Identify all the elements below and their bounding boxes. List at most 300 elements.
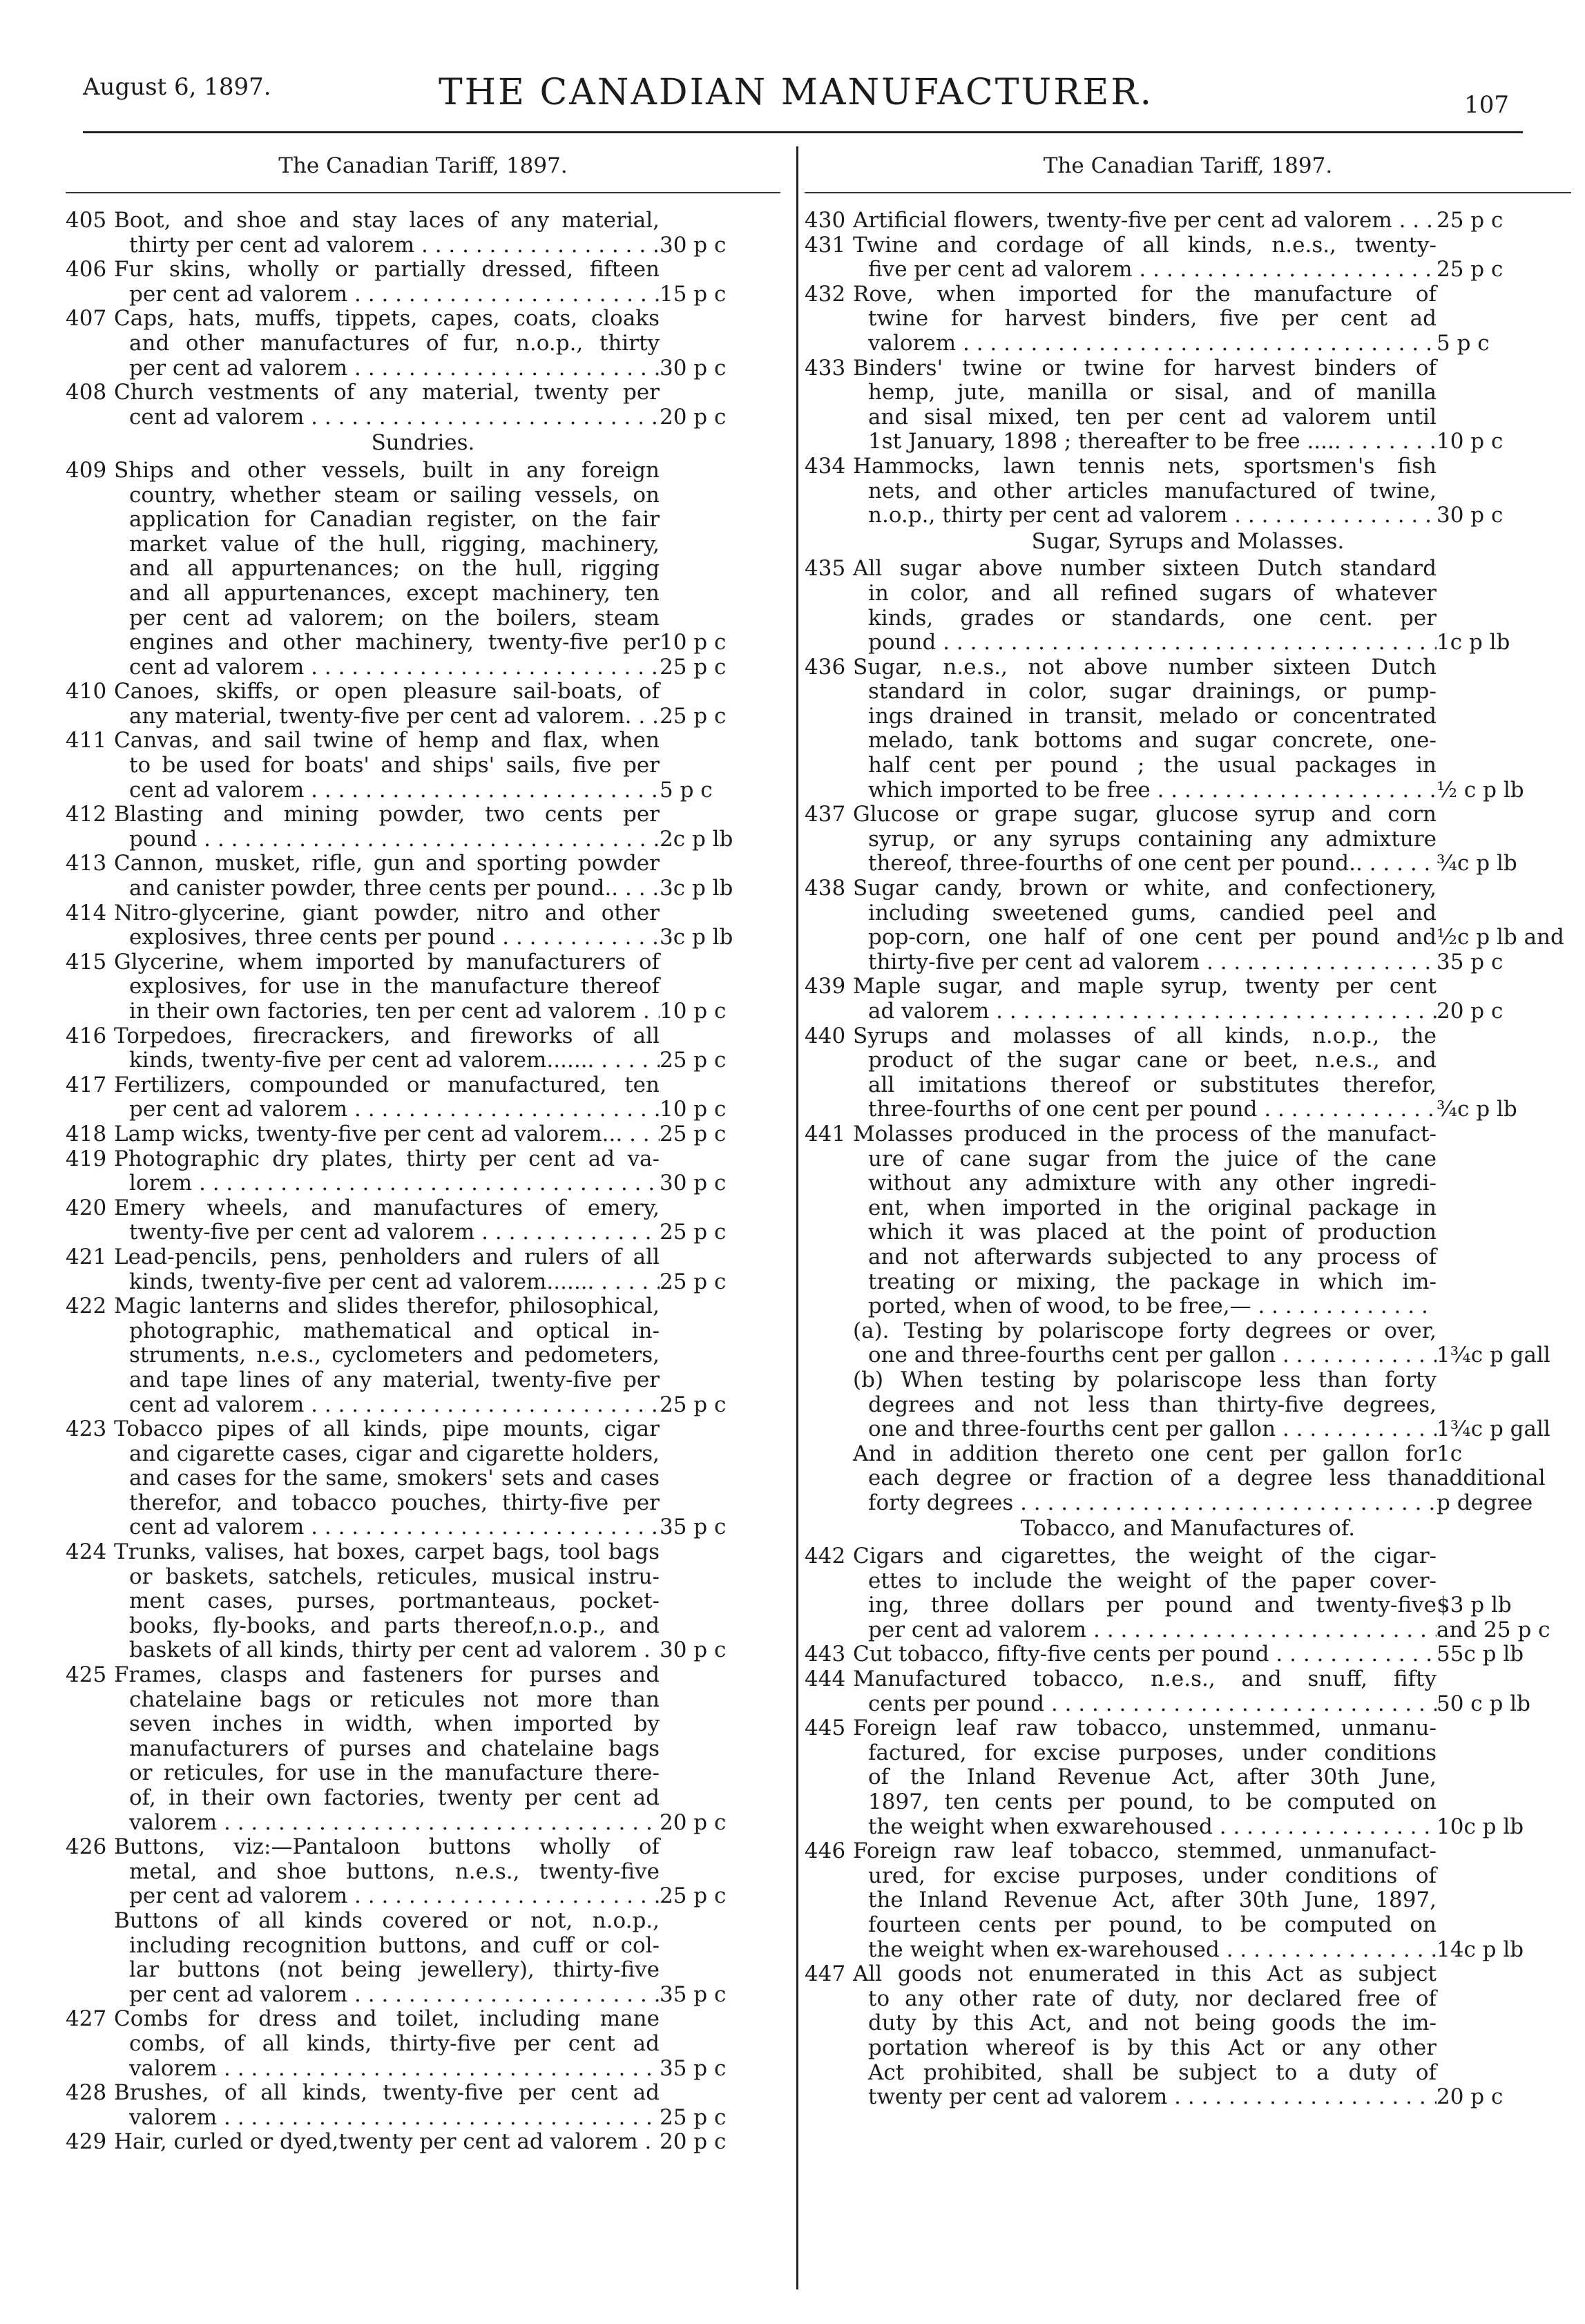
item-description: [853, 1319, 1437, 1368]
duty-rate-line: p degree: [1437, 1490, 1533, 1515]
item-description: [114, 381, 660, 430]
duty-rate: [1437, 258, 1571, 282]
duty-rate-line: 25 p c: [660, 654, 727, 680]
description-line: And in addition thereto one cent per gallon for: [853, 1441, 1437, 1466]
description-line: explosives, for use in the manufacture thereof: [129, 974, 660, 999]
tariff-item: [66, 1122, 780, 1147]
item-description: [114, 1196, 660, 1245]
description-line: explosives, three cents per pound . . .: [114, 925, 660, 950]
duty-rate: [660, 778, 780, 803]
duty-rate: [1437, 430, 1571, 454]
description-line: syrup, or any syrups containing any admixture: [868, 826, 1437, 852]
item-number: 431: [805, 232, 846, 258]
duty-rate: [660, 1270, 780, 1295]
tariff-item: [66, 2130, 780, 2155]
description-line: cents per pound . . .: [853, 1692, 1437, 1717]
description-line: including sweetened gums, candied peel and: [868, 900, 1437, 925]
item-number: [805, 1442, 853, 1516]
description-line: ured, for excise purposes, under conditions of: [868, 1863, 1437, 1888]
duty-rate: [660, 1983, 780, 2008]
description-line: Lead-pencils, pens, penholders and rulers of all: [114, 1244, 660, 1269]
description-line: and all appurtenances; on the hull, rigging: [129, 556, 660, 582]
item-number: 420: [66, 1195, 107, 1220]
item-description: [114, 852, 660, 901]
duty-rate-line: 50 c p lb: [1437, 1691, 1530, 1716]
tariff-item: [66, 852, 780, 901]
description-line: Foreign raw leaf tobacco, stemmed, unmanufact-: [853, 1838, 1437, 1864]
description-line: thereof, three-fourths of one cent per pound.. . . .: [853, 852, 1437, 876]
description-line: kinds, twenty-five per cent ad valorem....... . . .: [114, 1270, 660, 1295]
tariff-item: [66, 1196, 780, 1245]
description-line: and all appurtenances, except machinery, ten: [129, 580, 660, 606]
description-line: 1st January, 1898 ; thereafter to be free ..... . . .: [853, 430, 1437, 454]
tariff-item: [805, 209, 1571, 233]
item-description: [114, 1663, 660, 1835]
item-description: [114, 901, 660, 950]
item-number: 408: [66, 380, 107, 405]
duty-rate-line: 25 p c: [660, 703, 727, 729]
description-line: Canvas, and sail twine of hemp and flax, when: [114, 728, 660, 753]
description-line: and sisal mixed, ten per cent ad valorem until: [868, 404, 1437, 430]
item-number: 409: [66, 457, 107, 483]
duty-rate: [660, 925, 780, 950]
description-line: forty degrees . . .: [853, 1491, 1437, 1516]
section-heading: Tobacco, and Manufactures of.: [1020, 1516, 1356, 1542]
description-line: Photographic dry plates, thirty per cent ad va-: [114, 1146, 660, 1171]
duty-rate-line: 30 p c: [1437, 503, 1504, 528]
item-number: [805, 1319, 853, 1368]
tariff-list: [805, 209, 1571, 2110]
item-number: 418: [66, 1121, 107, 1146]
description-line: ing, three dollars per pound and twenty-five: [868, 1593, 1437, 1618]
item-description: [853, 1368, 1437, 1442]
description-line: Artificial flowers, twenty-five per cent ad valorem . . .: [853, 209, 1437, 233]
description-line: Glycerine, whem imported by manufacturers of: [114, 949, 660, 974]
description-line: Glucose or grape sugar, glucose syrup and corn: [853, 802, 1437, 827]
item-description: [853, 1716, 1437, 1839]
item-number: 419: [66, 1146, 107, 1171]
description-line: pound . . .: [853, 631, 1437, 655]
item-description: [114, 1073, 660, 1122]
item-description: [114, 950, 660, 1024]
duty-rate: [660, 876, 780, 901]
description-line: kinds, twenty-five per cent ad valorem....... . . .: [114, 1048, 660, 1073]
description-line: Frames, clasps and fasteners for purses and: [114, 1662, 660, 1688]
item-description: [853, 557, 1437, 655]
duty-rate-line: 25 p c: [660, 1883, 727, 1909]
page-number: 107: [1464, 91, 1509, 119]
duty-rate-line: 10 p c: [660, 999, 727, 1024]
item-description: [114, 1835, 660, 1909]
item-number: 432: [805, 281, 846, 307]
item-description: [853, 1667, 1437, 1716]
description-line: country, whether steam or sailing vessels, on: [129, 482, 660, 508]
description-line: the Inland Revenue Act, after 30th June, 1897,: [868, 1888, 1437, 1913]
description-line: photographic, mathematical and optical in-: [129, 1318, 660, 1343]
column-heading: The Canadian Tariff, 1897.: [1043, 153, 1333, 178]
item-description: [114, 2007, 660, 2081]
item-description: [853, 1544, 1437, 1642]
duty-rate: [1437, 631, 1571, 655]
description-line: combs, of all kinds, thirty-five per cent ad: [129, 2030, 660, 2056]
duty-rate: [1437, 2085, 1571, 2110]
description-line: to be used for boats' and ships' sails, five per: [129, 753, 660, 778]
item-number: 430: [805, 208, 846, 233]
header-rule: [83, 131, 1523, 133]
item-number: 424: [66, 1539, 107, 1565]
description-line: per cent ad valorem; on the boilers, steam: [129, 605, 660, 631]
duty-rate: [1437, 1417, 1571, 1442]
item-description: [853, 1122, 1437, 1319]
duty-rate: [1437, 1938, 1571, 1963]
description-line: five per cent ad valorem . . .: [853, 258, 1437, 282]
description-line: valorem . . .: [114, 2106, 660, 2131]
tariff-item: [66, 1073, 780, 1122]
description-line: Lamp wicks, twenty-five per cent ad valorem... . . .: [114, 1122, 660, 1147]
duty-rate-line: 10 p c: [1437, 429, 1504, 454]
tariff-item: [66, 680, 780, 729]
duty-rate-line: 15 p c: [660, 281, 727, 307]
description-line: (a). Testing by polariscope forty degrees or over,: [853, 1318, 1437, 1343]
duty-rate: [660, 1638, 780, 1663]
duty-rate: [1437, 1642, 1571, 1667]
duty-rate: [660, 1393, 780, 1418]
description-line: Nitro-glycerine, giant powder, nitro and other: [114, 900, 660, 925]
tariff-item: [66, 1245, 780, 1294]
item-number: 441: [805, 1121, 846, 1146]
description-line: Torpedoes, firecrackers, and fireworks of all: [114, 1023, 660, 1048]
duty-rate: [660, 1884, 780, 1909]
section-heading: Sundries.: [371, 430, 475, 456]
description-line: standard in color, sugar drainings, or pump-: [868, 679, 1437, 704]
description-line: Twine and cordage of all kinds, n.e.s., twenty-: [853, 232, 1437, 258]
item-description: [853, 655, 1437, 803]
duty-rate-line: 5 p c: [660, 777, 713, 803]
duty-rate-line: 20 p c: [660, 2129, 727, 2155]
description-line: Fertilizers, compounded or manufactured, ten: [114, 1072, 660, 1097]
item-description: [114, 803, 660, 852]
tariff-item: [66, 209, 780, 258]
item-description: [114, 1122, 660, 1147]
description-line: thirty-five per cent ad valorem . . .: [853, 950, 1437, 975]
duty-rate-line: 25 p c: [660, 1121, 727, 1146]
item-number: 423: [66, 1417, 107, 1442]
duty-rate: [660, 356, 780, 381]
tariff-item: [66, 381, 780, 430]
description-line: one and three-fourths cent per gallon . . .: [853, 1417, 1437, 1442]
description-line: Cigars and cigarettes, the weight of the cigar-: [853, 1544, 1437, 1569]
item-description: [114, 680, 660, 729]
tariff-item: [66, 1540, 780, 1663]
duty-rate: [660, 631, 780, 680]
description-line: or baskets, satchels, reticules, musical instru-: [129, 1564, 660, 1589]
description-line: factured, for excise purposes, under conditions: [868, 1740, 1437, 1765]
description-line: books, fly-books, and parts thereof,n.o.p., and: [129, 1613, 660, 1638]
description-line: Ships and other vessels, built in any foreign: [114, 457, 660, 483]
tariff-item: [66, 1294, 780, 1417]
duty-rate-line: 20 p c: [660, 1809, 727, 1835]
description-line: valorem . . .: [114, 2057, 660, 2082]
description-line: cent ad valorem . . .: [114, 1515, 660, 1540]
item-number: 421: [66, 1244, 107, 1269]
section-heading: Sugar, Syrups and Molasses.: [1031, 528, 1345, 554]
description-line: kinds, grades or standards, one cent. per: [868, 605, 1437, 631]
item-number: 438: [805, 876, 846, 901]
duty-rate: [660, 2106, 780, 2131]
tariff-item: [66, 1024, 780, 1073]
tariff-item: [805, 655, 1571, 803]
item-number: 433: [805, 355, 846, 381]
description-line: Manufactured tobacco, n.e.s., and snuff, fifty: [853, 1667, 1437, 1692]
item-number: 412: [66, 802, 107, 827]
tariff-item: [805, 356, 1571, 454]
tariff-item: [805, 876, 1571, 974]
description-line: twenty-five per cent ad valorem . . .: [114, 1220, 660, 1245]
description-line: and canister powder, three cents per pound.. . . .: [114, 876, 660, 901]
duty-rate-line: ½c p lb and: [1437, 925, 1564, 950]
description-line: Maple sugar, and maple syrup, twenty per cent: [853, 974, 1437, 999]
tariff-item: [66, 1835, 780, 1909]
description-line: Binders' twine or twine for harvest binders of: [853, 355, 1437, 381]
item-description: [114, 1417, 660, 1540]
description-line: lar buttons (not being jewellery), thirty-five: [129, 1957, 660, 1983]
description-line: Act prohibited, shall be subject to a duty of: [868, 2059, 1437, 2085]
tariff-item: [805, 233, 1571, 282]
description-line: Church vestments of any material, twenty per: [114, 380, 660, 405]
tariff-item: [805, 454, 1571, 528]
description-line: duty by this Act, and not being goods the im-: [868, 2010, 1437, 2036]
duty-rate-line: ¾c p lb: [1437, 1097, 1517, 1122]
duty-rate: [1437, 1692, 1571, 1717]
tariff-item: [805, 1716, 1571, 1839]
duty-rate: [1437, 925, 1571, 974]
item-number: 445: [805, 1716, 846, 1741]
duty-rate: [1437, 999, 1571, 1024]
description-line: baskets of all kinds, thirty per cent ad valorem . . .: [114, 1638, 660, 1663]
description-line: or reticules, for use in the manufacture there-: [129, 1760, 660, 1786]
description-line: any material, twenty-five per cent ad valorem. . . .: [114, 704, 660, 729]
description-line: in color, and all refined sugars of whatever: [868, 580, 1437, 606]
duty-rate-line: 35 p c: [660, 1981, 727, 2007]
item-number: 440: [805, 1023, 846, 1048]
description-line: of, in their own factories, twenty per cent ad: [129, 1785, 660, 1810]
description-line: fourteen cents per pound, to be computed on: [868, 1912, 1437, 1937]
item-number: 447: [805, 1961, 846, 1987]
description-line: pound . . .: [114, 827, 660, 852]
item-description: [853, 1962, 1437, 2110]
description-line: cent ad valorem . . .: [114, 1393, 660, 1418]
duty-rate: [660, 405, 780, 430]
duty-rate-line: 3c p lb: [660, 876, 733, 901]
tariff-item: [66, 2081, 780, 2130]
item-number: 435: [805, 556, 846, 582]
item-description: [853, 974, 1437, 1024]
item-description: [114, 1540, 660, 1663]
item-description: [853, 1642, 1437, 1667]
tariff-item: [66, 1663, 780, 1835]
description-line: Brushes, of all kinds, twenty-five per cent ad: [114, 2080, 660, 2106]
description-line: which imported to be free . . .: [853, 778, 1437, 803]
description-line: Trunks, valises, hat boxes, carpet bags, tool bags: [114, 1539, 660, 1565]
tariff-item: [66, 1417, 780, 1540]
tariff-item: [805, 1442, 1571, 1516]
description-line: All sugar above number sixteen Dutch standard: [853, 556, 1437, 582]
tariff-item: [805, 803, 1571, 876]
duty-rate-line: 25 p c: [660, 1269, 727, 1294]
item-description: [853, 876, 1437, 974]
tariff-item: [805, 1642, 1571, 1667]
item-number: 413: [66, 851, 107, 876]
tariff-item: [66, 258, 780, 307]
duty-rate: [660, 282, 780, 307]
description-line: portation whereof is by this Act or any other: [868, 2035, 1437, 2060]
description-line: degrees and not less than thirty-five degrees,: [868, 1392, 1437, 1417]
item-number: 422: [66, 1294, 107, 1319]
duty-rate: [660, 2130, 780, 2155]
duty-rate-line: 35 p c: [660, 2055, 727, 2081]
duty-rate-line: 10 p c: [660, 630, 727, 655]
item-number: 417: [66, 1072, 107, 1097]
description-line: in their own factories, ten per cent ad valorem . . .: [114, 999, 660, 1024]
duty-rate: [660, 1171, 780, 1196]
description-line: and not afterwards subjected to any process of: [868, 1244, 1437, 1269]
duty-rate-line: 25 p c: [660, 1048, 727, 1073]
duty-rate: [660, 999, 780, 1024]
description-line: Cannon, musket, rifle, gun and sporting powder: [114, 851, 660, 876]
description-line: ings drained in transit, melado or concentrated: [868, 703, 1437, 729]
description-line: one and three-fourths cent per gallon . . .: [853, 1343, 1437, 1368]
description-line: and cases for the same, smokers' sets and cases: [129, 1466, 660, 1491]
item-number: 427: [66, 2006, 107, 2032]
item-description: [114, 1245, 660, 1294]
duty-rate-line: 10 p c: [660, 1097, 727, 1122]
item-number: 416: [66, 1023, 107, 1048]
duty-rate-line: 5 p c: [1437, 330, 1490, 356]
duty-rate-line: ½ c p lb: [1437, 777, 1524, 803]
item-description: [114, 1909, 660, 2007]
duty-rate-line: 14c p lb: [1437, 1937, 1524, 1962]
tariff-item: [805, 1839, 1571, 1962]
description-line: which it was placed at the point of production: [868, 1220, 1437, 1245]
description-line: twenty per cent ad valorem . . .: [853, 2085, 1437, 2110]
description-line: ment cases, purses, portmanteaus, pocket-: [129, 1588, 660, 1614]
item-description: [114, 209, 660, 258]
duty-rate-line: 55c p lb: [1437, 1642, 1524, 1667]
description-line: lorem . . .: [114, 1171, 660, 1196]
description-line: ure of cane sugar from the juice of the cane: [868, 1146, 1437, 1171]
description-line: application for Canadian register, on the fair: [129, 507, 660, 532]
duty-rate-line: 1¾c p gall: [1437, 1343, 1550, 1368]
item-number: [66, 1909, 114, 2007]
column-heading: The Canadian Tariff, 1897.: [278, 153, 568, 178]
description-line: per cent ad valorem . . .: [114, 1097, 660, 1122]
item-description: [114, 1147, 660, 1196]
duty-rate: [1437, 1815, 1571, 1840]
tariff-item: [66, 1909, 780, 2007]
duty-rate-line: 25 p c: [660, 1392, 727, 1417]
duty-rate: [1437, 1442, 1571, 1516]
description-line: Hammocks, lawn tennis nets, sportsmen's fish: [853, 453, 1437, 479]
tariff-item: [805, 1368, 1571, 1442]
duty-rate-line: and 25 p c: [1437, 1617, 1550, 1642]
item-description: [853, 209, 1437, 233]
item-number: 437: [805, 802, 846, 827]
duty-rate-line: 1c additional: [1437, 1441, 1546, 1491]
description-line: ported, when of wood, to be free,— . . .: [853, 1294, 1437, 1319]
duty-rate-line: 3c p lb: [660, 925, 733, 950]
item-description: [853, 356, 1437, 454]
duty-rate: [660, 1515, 780, 1540]
left-column: [66, 153, 780, 2155]
description-line: three-fourths of one cent per pound . . .: [853, 1097, 1437, 1122]
item-number: 434: [805, 453, 846, 479]
description-line: to any other rate of duty, nor declared free of: [868, 1986, 1437, 2011]
description-line: market value of the hull, rigging, machinery,: [129, 531, 660, 557]
description-line: thirty per cent ad valorem . . .: [114, 233, 660, 258]
description-line: ad valorem . . .: [853, 999, 1437, 1024]
description-line: treating or mixing, the package in which im-: [868, 1269, 1437, 1294]
description-line: per cent ad valorem . . .: [114, 356, 660, 381]
duty-rate: [660, 233, 780, 258]
duty-rate: [660, 1122, 780, 1147]
description-line: cent ad valorem . . .: [114, 405, 660, 430]
description-line: Blasting and mining powder, two cents per: [114, 802, 660, 827]
duty-rate-line: 1¾c p gall: [1437, 1417, 1550, 1442]
tariff-item: [805, 974, 1571, 1024]
item-description: [853, 1024, 1437, 1122]
duty-rate: [660, 1220, 780, 1245]
item-description: [853, 1839, 1437, 1962]
duty-rate-line: 20 p c: [1437, 2084, 1504, 2110]
tariff-item: [805, 1024, 1571, 1122]
description-line: Canoes, skiffs, or open pleasure sail-boats, of: [114, 679, 660, 704]
description-line: Fur skins, wholly or partially dressed, fifteen: [114, 257, 660, 282]
item-number: 414: [66, 900, 107, 925]
description-line: per cent ad valorem . . .: [114, 1884, 660, 1909]
duty-rate-line: ¾c p lb: [1437, 851, 1517, 876]
duty-rate: [1437, 1593, 1571, 1642]
description-line: half cent per pound ; the usual packages in: [868, 753, 1437, 778]
column-heading-rule: [66, 192, 780, 193]
duty-rate: [660, 1811, 780, 1836]
description-line: therefor, and tobacco pouches, thirty-five per: [129, 1490, 660, 1515]
duty-rate-line: 20 p c: [660, 404, 727, 430]
item-description: [853, 282, 1437, 356]
item-description: [114, 1024, 660, 1073]
description-line: ent, when imported in the original package in: [868, 1195, 1437, 1220]
item-number: 436: [805, 654, 846, 680]
description-line: Rove, when imported for the manufacture of: [853, 281, 1437, 307]
description-line: Cut tobacco, fifty-five cents per pound . . .: [853, 1642, 1437, 1667]
duty-rate: [1437, 1343, 1571, 1368]
description-line: Syrups and molasses of all kinds, n.o.p., the: [853, 1023, 1437, 1048]
description-line: Buttons of all kinds covered or not, n.o.p.,: [114, 1908, 660, 1933]
duty-rate: [1437, 852, 1571, 876]
duty-rate-line: 25 p c: [660, 1220, 727, 1245]
column-divider: [796, 146, 798, 2289]
tariff-item: [805, 557, 1571, 655]
tariff-item: [805, 1962, 1571, 2110]
item-number: 405: [66, 208, 107, 233]
duty-rate: [1437, 503, 1571, 528]
description-line: product of the sugar cane or beet, n.e.s., and: [868, 1048, 1437, 1073]
item-description: [114, 2130, 660, 2155]
description-line: the weight when exwarehoused . . .: [853, 1815, 1437, 1840]
description-line: n.o.p., thirty per cent ad valorem . . .: [853, 503, 1437, 528]
description-line: and cigarette cases, cigar and cigarette holders,: [129, 1441, 660, 1466]
description-line: valorem . . .: [114, 1811, 660, 1836]
duty-rate-line: 30 p c: [660, 355, 727, 381]
